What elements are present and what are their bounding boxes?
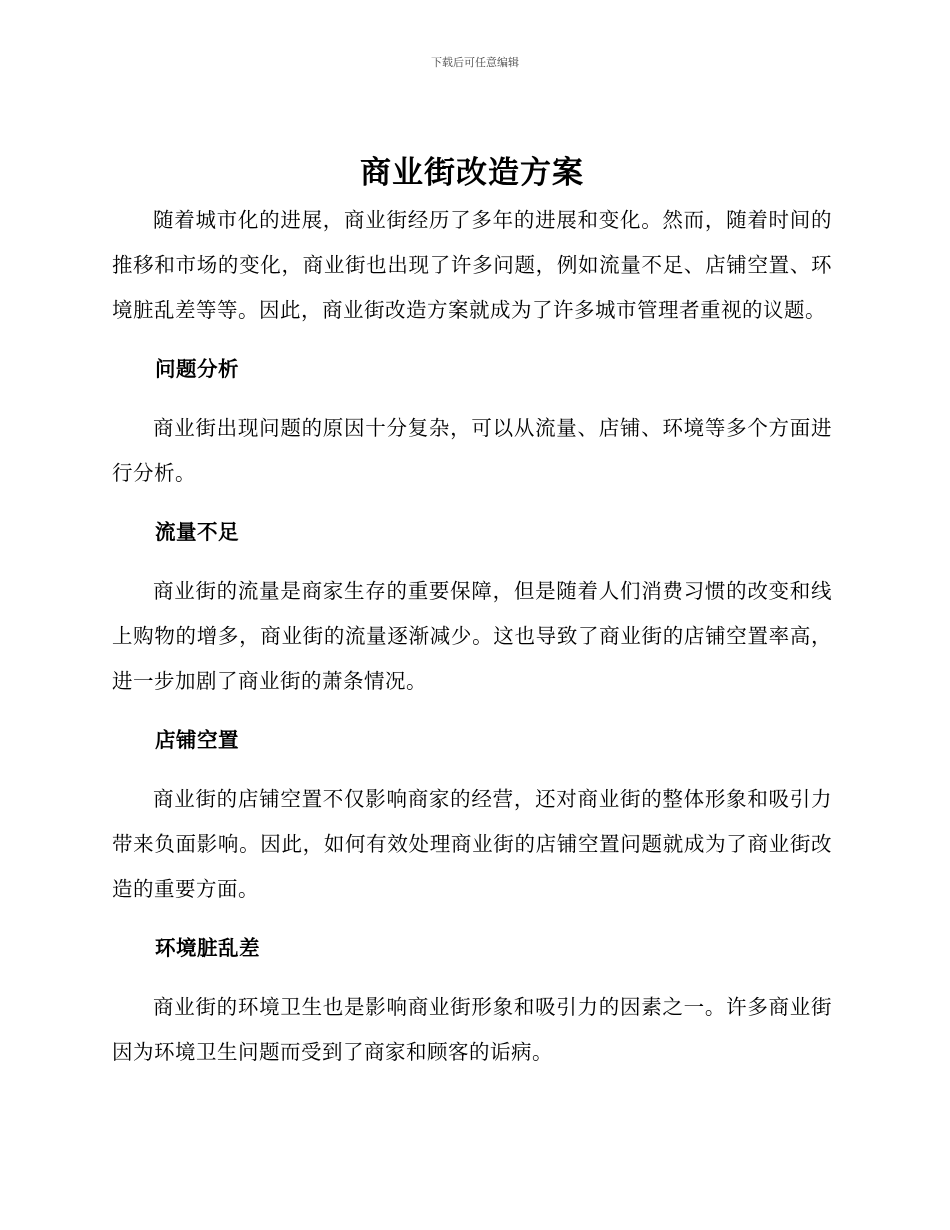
section-body-vacant-shops: 商业街的店铺空置不仅影响商家的经营，还对商业街的整体形象和吸引力带来负面影响。因此，如何有效处理商业街的店铺空置问题就成为了商业街改造的重要方面。 [112,787,832,901]
section-gap [112,704,832,718]
section-gap [112,496,832,510]
section-body-poor-environment: 商业街的环境卫生也是影响商业街形象和吸引力的因素之一。许多商业街因为环境卫生问题而受到了商家和顾客的诟病。 [112,995,832,1064]
section-gap [112,912,832,926]
section-heading-problem-analysis: 问题分析 [155,357,239,381]
section-heading-poor-environment: 环境脏乱差 [155,936,260,960]
section-gap [112,392,832,406]
section-body-problem-analysis: 商业街出现问题的原因十分复杂，可以从流量、店铺、环境等多个方面进行分析。 [112,416,832,485]
document-title: 商业街改造方案 [360,155,584,191]
section-gap [112,555,832,569]
section-gap [112,763,832,777]
section-heading-low-traffic: 流量不足 [155,520,239,544]
section-gap [112,333,832,347]
section-gap [112,971,832,985]
section-body-low-traffic: 商业街的流量是商家生存的重要保障，但是随着人们消费习惯的改变和线上购物的增多，商业街的流量逐渐减少。这也导致了商业街的店铺空置率高，进一步加剧了商业街的萧条情况。 [112,579,832,693]
intro-paragraph: 随着城市化的进展，商业街经历了多年的进展和变化。然而，随着时间的推移和市场的变化，商业街也出现了许多问题，例如流量不足、店铺空置、环境脏乱差等等。因此，商业街改造方案就成为了许多城市管理者重视的议题。 [112,208,832,322]
header-note: 下载后可任意编辑 [431,56,519,69]
document-body [112,150,832,1075]
section-heading-vacant-shops: 店铺空置 [155,728,239,752]
